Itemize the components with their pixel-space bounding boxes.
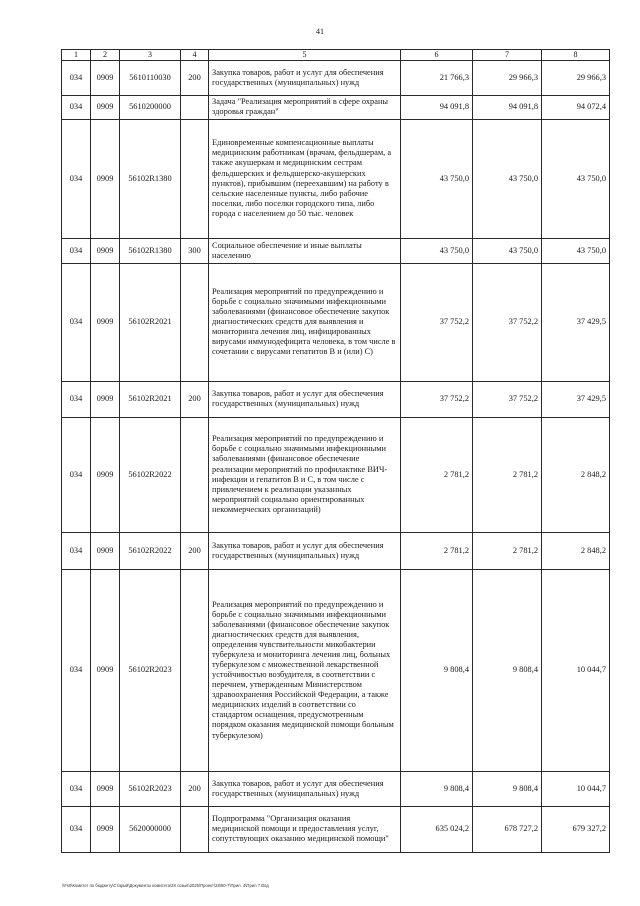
section-code: 0909 bbox=[91, 381, 120, 417]
column-header: 4 bbox=[181, 50, 209, 61]
item-description: Закупка товаров, работ и услуг для обеспечения государственных (муниципальных) нужд bbox=[209, 771, 401, 806]
target-article-code: 56102R1380 bbox=[120, 119, 181, 238]
target-article-code: 56102R2023 bbox=[120, 569, 181, 771]
table-row bbox=[62, 532, 610, 569]
item-description: Закупка товаров, работ и услуг для обеспечения государственных (муниципальных) нужд bbox=[209, 532, 401, 569]
amount-col7: 9 808,4 bbox=[473, 771, 542, 806]
item-description: Закупка товаров, работ и услуг для обеспечения государственных (муниципальных) нужд bbox=[209, 381, 401, 417]
target-article-code: 56102R2021 bbox=[120, 263, 181, 381]
item-description: Реализация мероприятий по предупреждению и борьбе с социально значимыми инфекционными заболеваниями (финансовое обеспечение закупок диагностических средств для выявления, определения чувствительности микобактерии туберкулеза и мониторинга лечения лиц, больных туберкулезом с множественной лекарственной устойчивостью возбудителя, в соответствии с перечнем, утвержденным Министерством здравоохранения Российской Федерации, а также медицинских изделий в соответствии со стандартом оснащения, предусмотренным порядком оказания медицинской помощи больным туберкулезом) bbox=[209, 569, 401, 771]
ministry-code: 034 bbox=[62, 806, 91, 852]
amount-col8: 43 750,0 bbox=[542, 119, 610, 238]
expense-type-code bbox=[181, 569, 209, 771]
amount-col6: 43 750,0 bbox=[401, 238, 473, 263]
header-row bbox=[62, 50, 610, 61]
ministry-code: 034 bbox=[62, 60, 91, 95]
table-row bbox=[62, 238, 610, 263]
amount-col7: 2 781,2 bbox=[473, 417, 542, 532]
amount-col6: 37 752,2 bbox=[401, 381, 473, 417]
target-article-code: 5610110030 bbox=[120, 60, 181, 95]
target-article-code: 56102R2022 bbox=[120, 417, 181, 532]
item-description: Закупка товаров, работ и услуг для обеспечения государственных (муниципальных) нужд bbox=[209, 60, 401, 95]
expense-type-code bbox=[181, 119, 209, 238]
section-code: 0909 bbox=[91, 60, 120, 95]
page-number: 41 bbox=[316, 27, 324, 36]
target-article-code: 5610200000 bbox=[120, 95, 181, 119]
expense-type-code bbox=[181, 806, 209, 852]
item-description: Задача "Реализация мероприятий в сфере охраны здоровья граждан" bbox=[209, 95, 401, 119]
table-row bbox=[62, 95, 610, 119]
amount-col6: 2 781,2 bbox=[401, 532, 473, 569]
amount-col7: 9 808,4 bbox=[473, 569, 542, 771]
amount-col7: 2 781,2 bbox=[473, 532, 542, 569]
column-header: 1 bbox=[62, 50, 91, 61]
amount-col7: 43 750,0 bbox=[473, 238, 542, 263]
target-article-code: 56102R2022 bbox=[120, 532, 181, 569]
amount-col8: 10 044,7 bbox=[542, 569, 610, 771]
expense-type-code: 200 bbox=[181, 771, 209, 806]
table-row bbox=[62, 417, 610, 532]
table-row bbox=[62, 60, 610, 95]
amount-col8: 2 848,2 bbox=[542, 532, 610, 569]
column-header: 8 bbox=[542, 50, 610, 61]
amount-col8: 679 327,2 bbox=[542, 806, 610, 852]
expense-type-code: 300 bbox=[181, 238, 209, 263]
expense-type-code: 200 bbox=[181, 381, 209, 417]
table-row bbox=[62, 263, 610, 381]
table-row bbox=[62, 119, 610, 238]
amount-col8: 43 750,0 bbox=[542, 238, 610, 263]
ministry-code: 034 bbox=[62, 417, 91, 532]
target-article-code: 56102R2021 bbox=[120, 381, 181, 417]
ministry-code: 034 bbox=[62, 263, 91, 381]
file-path-footer: \\Fs0\Комитет по бюджету\Старый\Документы комитета\28 созыв\2025\Проект\28\50-7\Прил. 4\Прил 7 Вод bbox=[62, 883, 269, 888]
item-description: Социальное обеспечение и иные выплаты населению bbox=[209, 238, 401, 263]
amount-col6: 43 750,0 bbox=[401, 119, 473, 238]
amount-col6: 9 808,4 bbox=[401, 569, 473, 771]
column-header: 2 bbox=[91, 50, 120, 61]
section-code: 0909 bbox=[91, 806, 120, 852]
table-row bbox=[62, 806, 610, 852]
section-code: 0909 bbox=[91, 95, 120, 119]
table-row bbox=[62, 569, 610, 771]
amount-col8: 37 429,5 bbox=[542, 263, 610, 381]
section-code: 0909 bbox=[91, 238, 120, 263]
ministry-code: 034 bbox=[62, 569, 91, 771]
column-header: 7 bbox=[473, 50, 542, 61]
amount-col6: 37 752,2 bbox=[401, 263, 473, 381]
amount-col7: 43 750,0 bbox=[473, 119, 542, 238]
ministry-code: 034 bbox=[62, 119, 91, 238]
amount-col7: 37 752,2 bbox=[473, 381, 542, 417]
section-code: 0909 bbox=[91, 532, 120, 569]
amount-col7: 94 091,8 bbox=[473, 95, 542, 119]
target-article-code: 56102R2023 bbox=[120, 771, 181, 806]
ministry-code: 034 bbox=[62, 238, 91, 263]
section-code: 0909 bbox=[91, 771, 120, 806]
target-article-code: 5620000000 bbox=[120, 806, 181, 852]
amount-col7: 678 727,2 bbox=[473, 806, 542, 852]
amount-col7: 29 966,3 bbox=[473, 60, 542, 95]
item-description: Единовременные компенсационные выплаты медицинским работникам (врачам, фельдшерам, а также акушеркам и медицинским сестрам фельдшерских и фельдшерско-акушерских пунктов), прибывшим (переехавшим) на работу в сельские населенные пункты, либо рабочие поселки, либо поселки городского типа, либо города с населением до 50 тыс. человек bbox=[209, 119, 401, 238]
ministry-code: 034 bbox=[62, 381, 91, 417]
table-row bbox=[62, 381, 610, 417]
item-description: Подпрограмма "Организация оказания медицинской помощи и предоставления услуг, сопутствующих оказанию медицинской помощи" bbox=[209, 806, 401, 852]
amount-col7: 37 752,2 bbox=[473, 263, 542, 381]
amount-col8: 94 072,4 bbox=[542, 95, 610, 119]
item-description: Реализация мероприятий по предупреждению и борьбе с социально значимыми инфекционными заболеваниями (финансовое обеспечение закупок диагностических средств для выявления и мониторинга лечения лиц, инфицированных вирусами иммунодефицита человека, в том числе в сочетании с вирусами гепатитов В и (или) С) bbox=[209, 263, 401, 381]
amount-col8: 29 966,3 bbox=[542, 60, 610, 95]
section-code: 0909 bbox=[91, 119, 120, 238]
amount-col8: 10 044,7 bbox=[542, 771, 610, 806]
section-code: 0909 bbox=[91, 417, 120, 532]
section-code: 0909 bbox=[91, 569, 120, 771]
column-header: 6 bbox=[401, 50, 473, 61]
ministry-code: 034 bbox=[62, 95, 91, 119]
budget-table bbox=[61, 49, 610, 853]
expense-type-code: 200 bbox=[181, 532, 209, 569]
item-description: Реализация мероприятий по предупреждению и борьбе с социально значимыми инфекционными заболеваниями (финансовое обеспечение реализации мероприятий по профилактике ВИЧ-инфекции и гепатитов В и С, в том числе с привлечением к реализации указанных мероприятий социально ориентированных некоммерческих организаций) bbox=[209, 417, 401, 532]
table-row bbox=[62, 771, 610, 806]
amount-col6: 9 808,4 bbox=[401, 771, 473, 806]
column-header: 3 bbox=[120, 50, 181, 61]
expense-type-code bbox=[181, 95, 209, 119]
amount-col6: 635 024,2 bbox=[401, 806, 473, 852]
ministry-code: 034 bbox=[62, 532, 91, 569]
amount-col6: 2 781,2 bbox=[401, 417, 473, 532]
amount-col6: 94 091,8 bbox=[401, 95, 473, 119]
amount-col6: 21 766,3 bbox=[401, 60, 473, 95]
column-header: 5 bbox=[209, 50, 401, 61]
expense-type-code bbox=[181, 417, 209, 532]
amount-col8: 2 848,2 bbox=[542, 417, 610, 532]
amount-col8: 37 429,5 bbox=[542, 381, 610, 417]
expense-type-code: 200 bbox=[181, 60, 209, 95]
ministry-code: 034 bbox=[62, 771, 91, 806]
section-code: 0909 bbox=[91, 263, 120, 381]
target-article-code: 56102R1380 bbox=[120, 238, 181, 263]
expense-type-code bbox=[181, 263, 209, 381]
